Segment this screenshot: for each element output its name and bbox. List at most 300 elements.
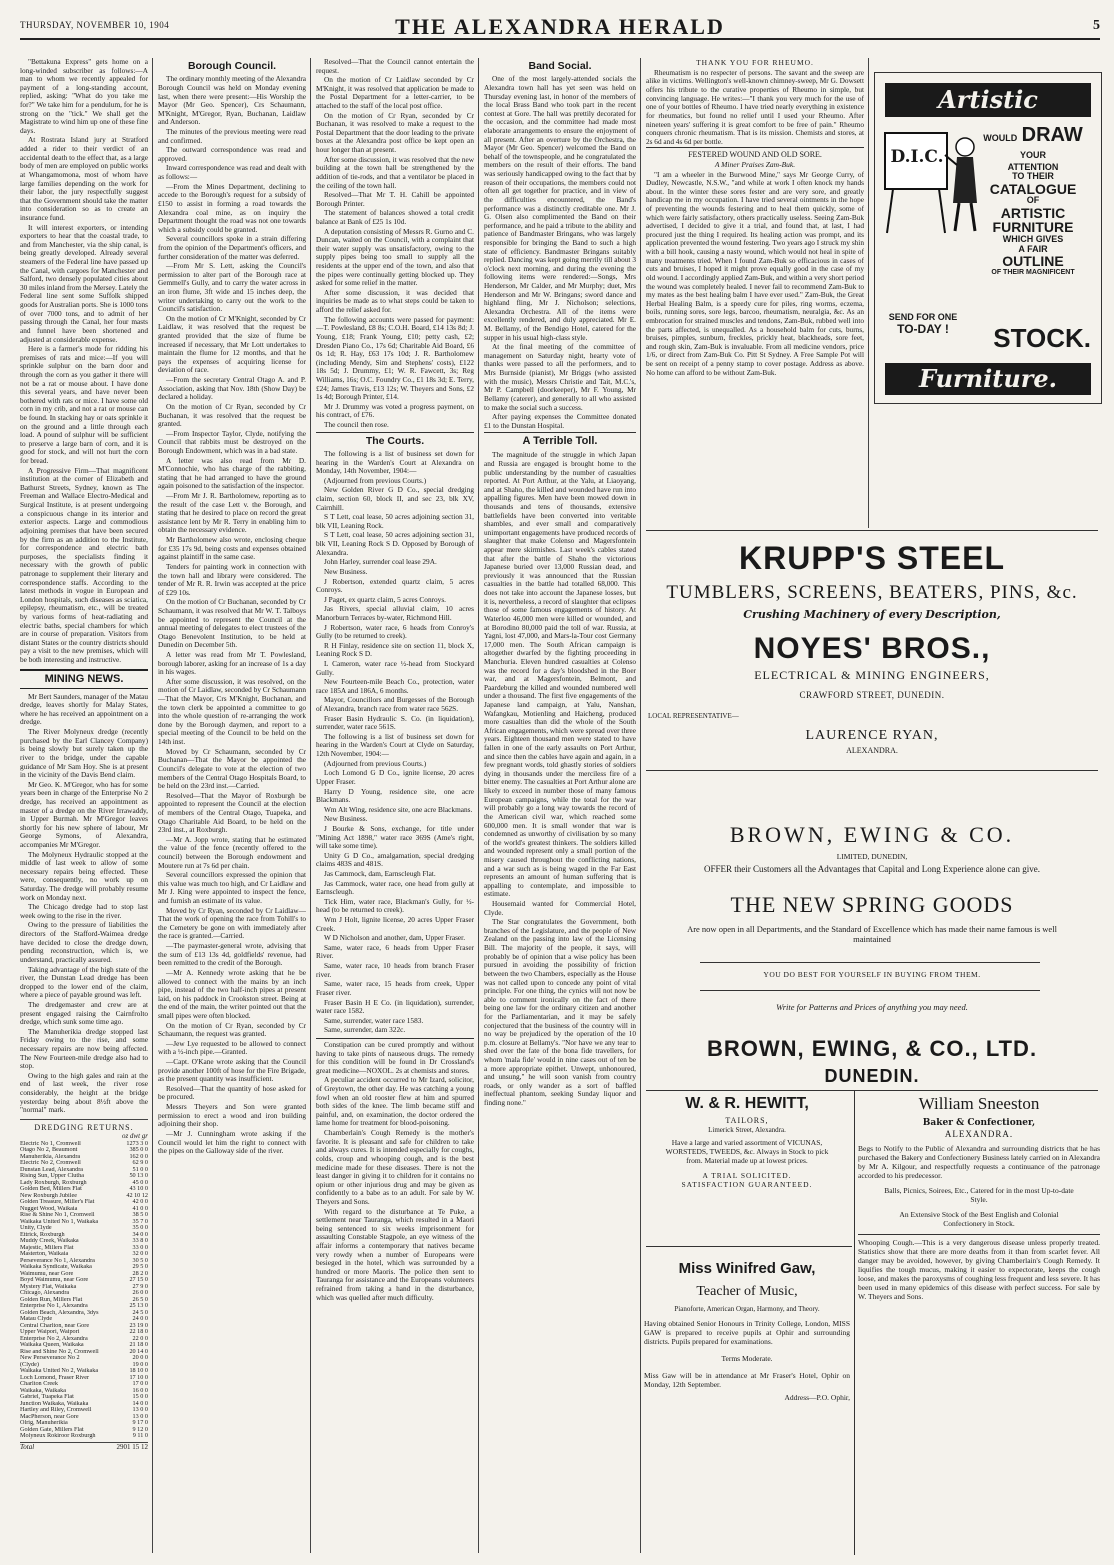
dredge-name-cell: Electric No 1, Cromwell — [20, 1140, 81, 1147]
send-for-one-text — [883, 313, 963, 336]
easel-icon — [883, 125, 983, 235]
dredge-name-cell: Olrig, Manuherikia — [20, 1420, 68, 1427]
brown-ewing-title: BROWN, EWING & CO. — [729, 822, 1015, 847]
dredge-return-cell: 26 0 0 — [132, 1290, 148, 1297]
gaw-subjects: Pianoforte, American Organ, Harmony, and Theory. — [674, 1304, 820, 1313]
article-paragraph: A letter was also read from Mr D. M'Connochie, who has charge of the rabbiting, stating that he had arranged to have the ground again poisoned to the satisfaction of the inspector. — [158, 455, 306, 491]
dredge-name-cell: Nugget Wood, Waikaia — [20, 1205, 78, 1212]
noyes-bros-title: NOYES' BROS., — [753, 632, 991, 665]
dic-logo: D.I.C. — [890, 147, 944, 167]
dredge-name-cell: Waimumu, near Gore — [20, 1270, 74, 1277]
your-text: YOUR — [1019, 150, 1046, 160]
article-paragraph: Chamberlain's Cough Remedy is the mother's favorite. It is pleasant and safe for children to take and always cures. It is intended especially for coughs, colds, croup and whooping cough, and is the best medicine made for these diseases. There is not the least danger in giving it to children for it contains no opium or other injurious drug and may be given as confidently to a babe as to an adult. For sale by W. Theyers and Sons. — [316, 1128, 474, 1206]
article-paragraph: On the motion of Cr Ryan, seconded by Cr Schaumann, the request was granted. — [158, 1020, 306, 1039]
dredge-name-cell: Golden Bed, Millers Flat — [20, 1186, 82, 1193]
borough-council-article — [158, 75, 306, 1155]
article-paragraph: —Jew Lye requested to be allowed to connect with a ½-inch pipe.—Granted. — [158, 1038, 306, 1057]
dredge-name-cell: Junction Waikaka, Waikaka — [20, 1400, 89, 1407]
engineers-text: ELECTRICAL & MINING ENGINEERS, — [754, 668, 990, 682]
dredging-returns-heading: DREDGING RETURNS. — [20, 1119, 148, 1132]
dredge-return-cell: 13 0 0 — [132, 1413, 148, 1420]
dredge-name-cell: Loch Lomond, Fraser River — [20, 1374, 90, 1381]
send-line-1: SEND FOR ONE — [888, 312, 958, 322]
dredge-name-cell: Enterprise No 2, Alexandra — [20, 1335, 88, 1342]
zambuk-subheading: A Miner Praises Zam-Buk. — [714, 159, 796, 169]
article-paragraph: Several councillors expressed the opinion that this value was much too high, and Cr Laidlaw and Mr J. King were appointed to inspect the fence, and furnish an estimate of its value. — [158, 870, 306, 906]
article-paragraph: On the motion of Cr M'Knight, seconded by Cr Laidlaw, it was resolved that the request be granted provided that the size of flume be increased if necessary, that Mr Lott undertakes to maintain the flume for 12 months, and that he pays the expenses of acquiring license for deviation of race. — [158, 313, 306, 375]
article-paragraph: S T Lett, coal lease, 50 acres adjoining section 31, blk VII, Leaning Rock. — [316, 512, 474, 530]
dredge-return-cell: 62 9 0 — [132, 1160, 148, 1167]
article-paragraph: A peculiar accident occurred to Mr Izard, solicitor, of Greytown, the other day. He was catching a young fowl when an old rooster flew at him and spurred both sides of the knee. The limb became stiff and painful, and, on examination, the doctor ordered the lame home for treatment for blood-poisoning. — [316, 1075, 474, 1128]
column-4 — [484, 58, 636, 1553]
masthead — [20, 14, 1100, 40]
gaw-address: Address—P.O. Ophir, — [784, 1393, 850, 1403]
dredge-name-cell: Golden Gate, Millers Flat — [20, 1426, 84, 1433]
article-paragraph: Tick Him, water race, Blackman's Gully, for ½-head (to be returned to creek). — [316, 896, 474, 915]
dredge-name-cell: New Roxburgh Jubilee — [20, 1192, 77, 1199]
column-2 — [158, 58, 306, 1553]
article-paragraph: The Chicago dredge had to stop last week owing to the rise in the river. — [20, 902, 148, 920]
dredge-name-cell: Electric No 2, Cromwell — [20, 1160, 81, 1167]
courts-article — [316, 450, 474, 1035]
column-rule — [478, 58, 479, 1553]
article-paragraph: Jas Cammock, water race, one head from gully at Earnscleugh. — [316, 878, 474, 897]
article-paragraph: The Molyneux Hydraulic stopped at the middle of last week to allow of some necessary repairs being effected. These were, consequently, no work up on Saturday. The dredge will probably resume work on Monday next. — [20, 849, 148, 902]
article-paragraph: —From the secretary Central Otago A. and P. Association, asking that Nov. 18th (Show Day) be declared a holiday. — [158, 375, 306, 402]
article-paragraph: Taking advantage of the high state of the river, the Dunstan Lead dredge has been dropped to the lower end of the claim, where a piece of payable ground was left. — [20, 964, 148, 1000]
article-paragraph: Several councillors spoke in a strain differing from the opinion of the Department's officers, and further consideration of the matter was deferred. — [158, 234, 306, 261]
article-paragraph: The dredgemaster and crew are at present engaged raising the Cairnfrolto dredge, which sunk some time ago. — [20, 999, 148, 1027]
article-paragraph: "Bettakuna Express" gets home on a long-winded subscriber as follows:—A man to whom we recently appealed for payment of a long-standing account, replied, asking: "What do you take me for?" We take him for a pendulum, for he is strong on the "tick." We shall get the Magistrate to wind him up one of these fine days. — [20, 58, 148, 135]
dredging-total-value: 2901 15 12 — [116, 1442, 148, 1451]
gaw-attendance: Miss Gaw will be in attendance at Mr Fraser's Hotel, Ophir on Monday, 12th September. — [644, 1371, 850, 1390]
article-paragraph: One of the most largely-attended socials the Alexandra town hall has yet seen was held on Thursday evening last, in honor of the members of the local Brass Band who took part in the recent contest at Gore. The hall was prettily decorated for the occasion, and the committee had made most elaborate arrangements to ensure the enjoyment of all present. After an overture by the Orchestra, the Mayor (Mr Geo. Spencer) welcomed the Band on behalf of the townspeople, and he congratulated the members on the result of their efforts. The band was seriously handicapped owing to the fact that by reason of their occupations, the members could not often all get together for practice, and in view of the difficulties encountered, the Band's performance was a distinctly creditable one. Mr J. G. Olsen also complimented the Band on their performance, and he paid a tribute to the ability and patience of Bandmaster Bringans, who was largely responsible for bringing the Band to such a high state of efficiency. Bandmaster Bringans suitably replied. Dancing was kept going merrily till about 3 o'clock next morning, and during the evening the following items were rendered:—Songs, Mrs Henderson, Mr Calder, and Mr Murphy; duet, Mrs Henderson and Mr W. Bringans; sword dance and highland fling, Mr J. Nicholson; selections, Alexandra Orchestra. All of the items were excellently rendered, and duly appreciated. Mr E. M. Bellamy, of the Bendigo Hotel, catered for the supper in his usual high-class style. — [484, 74, 636, 342]
article-paragraph: After paying expenses the Committee donated £1 to the Dunstan Hospital. — [484, 412, 636, 430]
article-paragraph: The council then rose. — [324, 419, 389, 429]
dredge-name-cell: Molyneux Rokiroor Roxburgh — [20, 1433, 96, 1440]
dredge-return-cell: 9 11 0 — [132, 1433, 148, 1440]
article-paragraph: Same, surrender, water race 1583. — [324, 1015, 424, 1025]
article-paragraph: On the motion of Cr Laidlaw seconded by Cr M'Knight, it was resolved that application be made to the Postal Department for a letter-carrier, to be attached to the staff of the local post office. — [316, 75, 474, 111]
new-spring-goods-title: THE NEW SPRING GOODS — [730, 892, 1014, 917]
article-paragraph: John Harley, surrender coal lease 29A. — [324, 557, 437, 567]
dredge-return-cell: 42 10 12 — [126, 1192, 148, 1199]
article-paragraph: On the motion of Cr Ryan, seconded by Cr Buchanan, it was resolved to make a request to the Postal Department that the door leading to the private boxes at the Alexandra post office be kept open an hour longer than at present. — [316, 110, 474, 155]
article-paragraph: New Golden River G D Co., special dredging claim, section 60, block II, and sec 23, blk XV, Cairnhill. — [316, 485, 474, 512]
article-paragraph: Unity G D Co., amalgamation, special dredging claims 483S and 481S. — [316, 850, 474, 869]
article-paragraph: —From Inspector Taylor, Clyde, notifying the Council that rabbits must be destroyed on the Borough Endowment, which was in a bad state. — [158, 428, 306, 455]
article-paragraph: Wm Alt Wing, residence site, one acre Blackmans. — [324, 804, 473, 814]
article-paragraph: Jas Cammock, dam, Earnscleugh Flat. — [324, 869, 436, 878]
dredge-return-cell: 17 10 0 — [129, 1374, 148, 1381]
dredge-name-cell: Lady Roxburgh, Roxburgh — [20, 1179, 87, 1186]
article-paragraph: Resolved—That the Council cannot entertain the request. — [316, 58, 474, 75]
krupp-items: TUMBLERS, SCREENS, BEATERS, PINS, &c. — [666, 582, 1078, 603]
would-text: WOULD — [983, 133, 1018, 143]
whooping-cough-notice: Whooping Cough.—This is a very dangerous disease unless properly treated. Statistics show that there are more deaths from it than from scarlet fever. All danger may be avoided, however, by giving Chamberlain's Cough Remedy. It liquifies the tough mucus, making it easier to expectorate, keeps the cough loose, and makes the paroxysms of coughing less frequent and less severe. It has been used in many epidemics of this disease with perfect success. For sale by W. Theyers and Sons. — [858, 1234, 1100, 1301]
dredge-name-cell: Boyd Waimumu, near Gore — [20, 1277, 89, 1284]
dredge-name-cell: MacPherson, near Gore — [20, 1413, 79, 1420]
dredge-name-cell: Muddy Creek, Waikaka — [20, 1238, 79, 1245]
advert-divider — [700, 962, 1040, 963]
hewitt-tailors-advert — [644, 1094, 850, 1189]
dredge-name-cell: Masterton, Waikaia — [20, 1251, 69, 1258]
article-paragraph: A Progressive Firm—That magnificent institution at the corner of Elizabeth and Bathurst Streets, Sydney, known as The Freeman and Wallace Electro-Medical and Surgical Institute, is at present undergoing a conspicuous change in its interior and exterior aspects. Large and commodious adjoining premises that have been secured by the firm as an addition to the Institute, for correspondence and electric bath purposes, the specialists finding it necessary with the growth of public patronage to supplement their literary and correspondence staffs. According to the latest methods in vogue in European and London hospitals, such diseases as sciatica, epilepsy, rheumatism, etc., will be treated by various forms of heat-radiating and electric baths, special chambers for which are in course of preparation. Visitors from distant States or the country districts should pay a visit to the new premises, which will be both interesting and instructive. — [20, 465, 148, 665]
advert-divider — [646, 1246, 852, 1247]
article-paragraph: Harry D Young, residence site, one acre Blackmans. — [316, 786, 474, 805]
article-paragraph: Resolved—That the Mayor of Roxburgh be appointed to represent the Council at the election of members of the Central Otago, Tuapeka, and Otago Charitable Aid Board, to be held on the 23rd inst., at Roxburgh. — [158, 790, 306, 835]
dredge-return-cell: 18 10 0 — [129, 1368, 148, 1375]
article-paragraph: Fraser Basin Hydraulic S. Co. (in liquidation), surrender, water race 561S. — [316, 713, 474, 732]
dredge-return-cell: 16 0 0 — [132, 1387, 148, 1394]
dredge-name-cell: Rise and Shine No 2, Cromwell — [20, 1348, 99, 1355]
zambuk-advert-text: "I am a wheeler in the Burwood Mine," says Mr George Curry, of Dudley, Newcastle, N.S.W., "and while at work I often knock my hands about. In the winter these sores fester and are very sore, and greatly handicap me in my occupation. I have tried several ointments in the hope of preventing the wounds festering and to heal them quickly, some of which were fairly satisfactory, others practically useless. Seeing Zam-Buk advertised, I decided to give it a trial, and found that, at last, I had procured just the thing I required. Its healing action was prompt, and its application prevented the wound festering. Two years ago I struck my shin with a bill hook, causing a nasty wound, which would not heal in spite of many treatments tried. When I found Zam-Buk so efficacious in cases of cuts and bruises, I hoped it might prove equally good in the case of my old wound. I accordingly applied Zam-Buk, and within a very short period the wound was completely healed. I never fail to recommend Zam-Buk to my mates as the best healing balm I have ever used." Zam-Buk, the Great Herbal Healing Balm, is a speedy cure for piles, ring worms, eczema, boils, running sores, sore legs, barcoo, rheumatism, neuralgia, &c. As an embrocation for strained muscles and tendons, Zam-Buk, rubbed well into the parts affected, is unequalled. As a household balm for cuts, burns, bruises, pimples, sunburn, freckles, prickly heat, blackheads, sore feet, and rough skin, Zam-Buk is invaluable. From all medicine vendors, price 1/6, or direct from Zam-Buk Co. Pitt St Sydney. A Free Sample Pot will be sent on receipt of a penny stamp to cover postage. Address as above. No home can afford to be without Zam-Buk. — [646, 169, 864, 377]
column-3 — [316, 58, 474, 1553]
article-paragraph: R H Finlay, residence site on section 11, block X, Leaning Rock S D. — [316, 640, 474, 659]
borough-council-heading: Borough Council. — [187, 60, 277, 72]
column-1 — [20, 58, 148, 1553]
article-paragraph: A deputation consisting of Messrs R. Gurno and C. Duncan, waited on the Council, with a complaint that their water supply was unsatisfactory, owing to the supply pipes being too small to supply all the residents at the upper end of the town, and also that the pipes were continually getting blocked up. They asked for some relief in the matter. — [316, 226, 474, 288]
article-paragraph: Loch Lomond G D Co., ignite license, 20 acres Upper Fraser. — [316, 768, 474, 786]
dredge-return-cell: 30 5 0 — [132, 1257, 148, 1264]
dredge-name-cell: Upper Waipori, Waipori — [20, 1329, 80, 1336]
gaw-music-advert — [644, 1260, 850, 1402]
band-social-heading: Band Social. — [528, 60, 592, 72]
article-paragraph: Mr Bert Saunders, manager of the Matau dredge, leaves shortly for Malay States, where he has received an appointment on a dredge. — [20, 691, 148, 727]
article-paragraph: Mayor, Councillors and Burgesses of the Borough of Alexandra, branch race from water race 562S. — [316, 695, 474, 714]
article-paragraph: —The paymaster-general wrote, advising that the sum of £13 13s 4d, goldfields' revenue, had been remitted to the credit of the Borough. — [158, 941, 306, 968]
article-paragraph: Here is a farmer's mode for ridding his premises of rats and mice:—If you will sprinkle sulphur on the barn door and through the corn as you gather it there will not be a rat or mouse about. I have done this several years, and have never been bothered with rats or mice. I have some old corn in my crib, and not a rat or mouse can be found. In stacking hay or oats sprinkle it on the ground and a little through each load. A pound of sulphur will be sufficient to preserve a large barn of corn, and it is good for stock, and will not hurt the corn for bread. — [20, 344, 148, 466]
article-paragraph: Same, water race, 15 heads from creek, Upper Fraser river. — [316, 979, 474, 997]
article-paragraph: Jas Rivers, special alluvial claim, 10 acres Manorburn Terraces by-water, Richmond Hill. — [316, 604, 474, 622]
article-paragraph: The Manuherikia dredge stopped last Friday owing to the rise, and some necessary repairs are now being affected. The New Fourteen-mile dredge also had to stop. — [20, 1026, 148, 1071]
hewitt-trial: A TRIAL SOLICITED. — [702, 1171, 792, 1181]
dredge-return-cell: 41 0 0 — [132, 1205, 148, 1212]
hewitt-body: Have a large and varied assortment of VICUNAS, WORSTEDS, TWEEDS, &c. Always in Stock to pick from. Material made up at lowest prices. — [665, 1138, 829, 1166]
dredge-name-cell: Charlton Creek — [20, 1381, 58, 1388]
draw-text: DRAW — [1021, 124, 1083, 146]
dredging-total-row — [20, 1442, 148, 1451]
sneeston-name: William Sneeston — [918, 1094, 1040, 1113]
dredge-name-cell: Waikaka United No 1, Waikaka — [20, 1218, 99, 1225]
dredge-return-cell: 1273 3 0 — [126, 1140, 148, 1147]
article-paragraph: (Adjourned from previous Courts.) — [324, 475, 427, 485]
article-paragraph: Mr J. Drummy was voted a progress payment, on his contract, of £76. — [316, 401, 474, 420]
article-paragraph: Tenders for painting work in connection with the town hall and library were considered. The tender of Mr R. R. Irwin was accepted at the price of £29 10s. — [158, 561, 306, 597]
mining-news-heading: MINING NEWS. — [20, 669, 148, 689]
article-paragraph: Same, water race, 6 heads from Upper Fraser River. — [316, 942, 474, 961]
article-paragraph: The River Molyneux dredge (recently purchased by the Earl Clancey Company) is being slowly but surely taken up the river to the bridge, under the capable guidance of Mr Sam Hoy. She is at present in the vicinity of the Davis Bend claim. — [20, 727, 148, 780]
article-paragraph: —Mr A. Kennedy wrote asking that he be allowed to connect with the mains by an inch pipe, instead of the two half-inch pipes at present laid, on his paddock in Crookston street. Being at the end of the main, the writer pointed out that the small pipes were often blocked. — [158, 967, 306, 1020]
article-paragraph: With regard to the disturbance at Te Puke, a settlement near Tauranga, which resulted in a Maori being sentenced to six weeks imprisonment for assaulting Constable Stagpole, an eye witness of the affair informs a contemporary that natives became very rowdy when a number of Europeans were besieged in the hotel, which was surrounded by a hundred or more Maoris. The police then sent to Tauranga for assistance and the Europeans volunteers refrained from taking a hand in the disturbance, which was quelled after much difficulty. — [316, 1206, 474, 1302]
article-paragraph: New Business. — [324, 814, 368, 824]
article-paragraph: A letter was read from Mr T. Powlesland, borough laborer, asking for an increase of 1s a day in his wages. — [158, 649, 306, 677]
article-paragraph: Mr Geo. K. M'Gregor, who has for some years been in charge of the Enterprise No 2 dredge, has received an appointment as master of a dredge on the River Irrawaddy, in Upper Burmah. Mr M'Gregor leaves shortly for his new sphere of labour, Mr George Symons, of Alexandra, accompanies Mr M'Gregor. — [20, 779, 148, 849]
sneeston-town: ALEXANDRA. — [944, 1129, 1014, 1140]
article-paragraph: After some discussion, it was decided that inquiries be made as to what steps could be taken to afford the relief asked for. — [316, 287, 474, 315]
dredge-return-cell: 42 0 0 — [132, 1199, 148, 1206]
outline-text: OUTLINE — [1002, 253, 1064, 270]
article-paragraph: At Rostrata Island jury at Stratford added a rider to their verdict of an accidental death to the effect that, as a large body of men are employed on public works at Whangamomona, most of whom have large families depending on the work for their labor, the jury respectfully suggest that the Government should take the matter into consideration so as to create an insurance fund. — [20, 135, 148, 222]
sneeston-catering: Balls, Picnics, Soirees, Etc., Catered for in the most Up-to-date Style. — [884, 1185, 1074, 1204]
which-gives-text: WHICH GIVES — [1002, 234, 1064, 245]
article-paragraph: On the motion of Cr Buchanan, seconded by Cr Schaumann, it was resolved that Mr W. T. Talboys be appointed to represent the Council at the annual meeting of delegates to elect trustees of the Otago Benevolent Institution, to be held at Dunedin on December 5th. — [158, 597, 306, 650]
hewitt-trade: TAILORS, — [725, 1116, 769, 1126]
dredge-return-cell: 35 7 0 — [132, 1218, 148, 1225]
dredge-return-cell: 22 18 0 — [129, 1329, 148, 1336]
dredge-return-cell: 23 19 0 — [129, 1322, 148, 1329]
article-paragraph: —From Mr J. R. Bartholomew, reporting as to the result of the case Lett v. the Borough, and stating that he desired to place on record the great assistance lent by Mr R. Terry in enabling him to obtain the necessary evidence. — [158, 491, 306, 535]
crawford-street-text: CRAWFORD STREET, DUNEDIN. — [799, 690, 945, 700]
artistic-banner: Artistic — [885, 83, 1091, 117]
dredge-return-cell: 20 14 0 — [129, 1348, 148, 1355]
furniture-text: FURNITURE — [992, 219, 1074, 236]
article-paragraph: Inward correspondence was read and dealt with as follows:— — [158, 163, 306, 182]
gaw-body: Having obtained Senior Honours in Trinity College, London, MISS GAW is prepared to receive pupils at Ophir and surrounding districts. Pupils prepared for examinations. — [644, 1319, 850, 1347]
dredge-return-cell: 13 0 0 — [132, 1407, 148, 1414]
of-text: OF — [1026, 195, 1040, 206]
article-paragraph: Housemaid wanted for Commercial Hotel, Clyde. — [484, 899, 636, 917]
spring-goods-text: Are now open in all Departments, and the Standard of Excellence which has made their name famous is well maintained — [687, 924, 1057, 945]
article-paragraph: At the final meeting of the committee of management on Saturday night, hearty vote of thanks were passed to all the performers, and to Mrs Burnside (pianist), Mr Briggs (who assisted with the music), Messrs Christie and Tait, M.C.'s, Mr P. Campbell (doorkeeper), Mr F. Young, Mr Bellamy (caterer), and generally to all who assisted to make the social such a success. — [484, 342, 636, 412]
dredge-return-cell: 50 13 0 — [129, 1173, 148, 1180]
dredge-name-cell: Otago No 2, Beaumont — [20, 1147, 78, 1154]
dredge-name-cell: Rising Sun, Upper Clutha — [20, 1173, 84, 1180]
brown-ewing-ltd-title: BROWN, EWING, & CO., LTD. — [706, 1036, 1038, 1061]
dredge-return-cell: 15 0 0 — [132, 1394, 148, 1401]
miscellany-section — [20, 58, 148, 665]
local-representative-label: LOCAL REPRESENTATIVE— — [648, 712, 739, 720]
article-paragraph: Same, surrender, dam 322c. — [324, 1025, 406, 1035]
dredge-return-cell: 21 18 0 — [129, 1342, 148, 1349]
article-paragraph: Mr Bartholomew also wrote, enclosing cheque for £35 17s 9d, being costs and expenses obtained against plaintiff in the same case. — [158, 535, 306, 562]
dredge-return-cell: 24 0 0 — [132, 1316, 148, 1323]
council-continued-article — [316, 58, 474, 430]
representative-town: ALEXANDRA. — [846, 746, 898, 755]
dredge-return-cell: 9 12 0 — [132, 1426, 148, 1433]
article-paragraph: Resolved—That the quantity of hose asked for be procured. — [158, 1083, 306, 1102]
dredge-return-cell: 33 0 0 — [132, 1244, 148, 1251]
article-paragraph: J Robertson, water race, 6 heads from Conroy's Gully (to be returned to creek). — [316, 622, 474, 641]
article-paragraph: The following accounts were passed for payment:—T. Powlesland, £8 8s; C.O.H. Board, £14 13s 8d; J. Young, £18; Frank Young, £10; petty cash, £2; Dresden Piano Co., 17s 6d; Charitable Aid Board, £6 0s 1d; R. Hay, £63 17s 10d; J. R. Bartholomew (including Mendy, Sim and Stephens' costs), £122 18s 5d; J. Drummy, £1; W. R. Fawcett, 3s; Reg Williams, 16s; O.C. Foundry Co., £1 18s 3d; E. Terry, £24; James Travis, £13 12s; W. Theyers and Sons, £2 1s 4d; Borough Printer, £14. — [316, 314, 474, 402]
dredge-name-cell: Mystery Flat, Waikaka — [20, 1283, 77, 1290]
dredging-units: oz dwt gr — [121, 1132, 148, 1141]
rheumo-advert-text: Rheumatism is no respecter of persons. The savant and the sweep are alike in victims. Wellington's well-known chimney-sweep, Mr G. Dowsett offers his tribute to the curative properties of Rheumo in simple, but convincing language. He writes:—"I thank you very much for the use of one of your bottles of Rheumo. I have tried nearly everything in existence for rheumatics, but found no relief until I used your Rheumo. After nineteen years' suffering it is great comfort to be free of pain." Rheumo conquers chronic rheumatism. That is its mission. Chemists and stores, at 2s 6d and 4s 6d per bottle. — [646, 67, 864, 146]
article-paragraph: The following is a list of business set down for hearing in the Warden's Court at Clyde on Saturday, 12th November, 1904:— — [316, 731, 474, 759]
dredge-return-cell: 22 0 0 — [132, 1335, 148, 1342]
article-paragraph: The ordinary monthly meeting of the Alexandra Borough Council was held on Monday evening last, when there were present:—His Worship the Mayor (Mr Geo. Spencer), Crs Schaumann, M'Knight, M'Gregor, Ryan, Buchanan, Laidlaw and Anderson. — [158, 74, 306, 127]
gaw-terms: Terms Moderate. — [721, 1354, 773, 1364]
dredge-name-cell: Waikaka Syndicate, Waikaka — [20, 1264, 92, 1271]
hewitt-satisfaction: SATISFACTION GUARANTEED. — [681, 1180, 813, 1190]
mining-news-section — [20, 693, 148, 1115]
dredge-return-cell: 51 0 0 — [132, 1166, 148, 1173]
dredge-name-cell: Hartley and Riley, Cromwell — [20, 1407, 92, 1414]
dredge-name-cell: Unity, Clyde — [20, 1225, 52, 1232]
catalogue-text: CATALOGUE — [989, 180, 1077, 197]
article-paragraph: —Mr A. Jopp wrote, stating that he estimated the value of the fence (recently offered to the council) between the Borough endowment and Moutere run at 7s 6d per chain. — [158, 834, 306, 870]
dunedin-text: DUNEDIN. — [824, 1066, 920, 1086]
article-paragraph: After some discussion, it was resolved, on the motion of Cr Laidlaw, seconded by Cr Schaumann—That the Mayor, Crs M'Knight, Buchanan, and the town clerk be appointed a committee to go into the whole question of re-arranging the work done by the Borough daymen, and report to a special meeting of the Council to be held on the 14th inst. — [158, 676, 306, 747]
sneeston-body: Begs to Notify to the Public of Alexandra and surrounding districts that he has purchased the Bakery and Confectionery Business lately carried on in Alexandra by Mr A. Kilgour, and respectfully requests a continuance of the patronage accorded to his predecessor. — [858, 1143, 1101, 1180]
dredge-name-cell: Waikaka, Waikaka — [20, 1387, 66, 1394]
advert-divider — [646, 770, 1098, 771]
dredge-name-cell: Golden Beach, Alexandra, 3dys — [20, 1309, 99, 1316]
stock-text: STOCK. — [993, 323, 1091, 353]
dredge-name-cell: Golden Run, Millers Flat — [20, 1296, 83, 1303]
dredge-name-cell: Ettrick, Roxburgh — [20, 1231, 65, 1238]
dredge-name-cell: Gabriel, Tuapeka Flat — [20, 1394, 74, 1401]
write-for-patterns-text: Write for Patterns and Prices of anything you may need. — [776, 1002, 968, 1012]
furniture-banner: Furniture. — [885, 363, 1091, 395]
article-paragraph: L Cameron, water race ½-head from Stockyard Gully. — [316, 658, 474, 677]
article-paragraph: The minutes of the previous meeting were read and confirmed. — [158, 127, 306, 145]
article-paragraph: Resolved—That Mr T. H. Cahill be appointed Borough Printer. — [316, 190, 474, 208]
dredge-return-cell: 27 15 0 — [129, 1277, 148, 1284]
dredge-return-cell: 32 0 0 — [132, 1251, 148, 1258]
artistic-advert-text — [973, 125, 1093, 276]
band-social-article — [484, 75, 636, 430]
laurence-ryan-name: LAURENCE RYAN, — [805, 728, 939, 743]
article-paragraph: —From Mr S. Lett, asking the Council's permission to alter part of the Borough race at Gemmell's Gully, and to carry the water across in an iron flume, 3ft wide and 15 inches deep, the writer undertaking to carry out the work to the Council's satisfaction. — [158, 261, 306, 314]
dredge-name-cell: Waikaka Queen, Waikaka — [20, 1342, 84, 1349]
article-paragraph: —Mr J. Cunningham wrote asking if the Council would let him the right to connect with the pipes on the Galloway side of the river. — [158, 1128, 306, 1156]
newspaper-title: THE ALEXANDRA HERALD — [395, 14, 725, 39]
dredge-return-cell: 28 2 0 — [132, 1270, 148, 1277]
dredge-return-cell: 43 10 0 — [129, 1186, 148, 1193]
sneeston-stock: An Extensive Stock of the Best English and Colonial Confectionery in Stock. — [899, 1209, 1059, 1228]
article-paragraph: Wm J Holt, lignite license, 20 acres Upper Fraser Creek. — [316, 915, 474, 933]
column-rule — [640, 58, 641, 1553]
article-paragraph: The outward correspondence was read and approved. — [158, 145, 306, 163]
dredge-return-cell: 26 5 0 — [132, 1296, 148, 1303]
article-paragraph: The statement of balances showed a total credit balance at Bank of £25 1s 10d. — [316, 208, 474, 226]
dredge-name-cell: Central Charlton, near Gore — [20, 1322, 90, 1329]
article-paragraph: Moved by Cr Ryan, seconded by Cr Laidlaw—That the work of opening the race from Tohill's to the Cemetery be gone on with immediately after the race is granted.—Carried. — [158, 905, 306, 941]
article-paragraph: The magnitude of the struggle in which Japan and Russia are engaged is brought home to the public understanding by the number of casualties reported. At Port Arthur, at the Yalu, at Liaoyang, and at Shaho, the killed and wounded have run into appalling figures. Men have been mowed down in thousands and tens of thousands, extensive battlefields have been converted into veritable shambles, and ever small and comparatively unimportant engagements have produced records of slaughter that make Colenso and Magersfontein appear mere skirmishes. Last week's cables stated that after the battle of Shaho the victorious Japanese buried over 13,000 Russian dead, and previously it was announced that the Russian casualties in the battle had totalled 68,000. This does not take into account the Japanese losses, but it is, nevertheless, a record of slaughter that eclipses those of some famous engagements of history. At Waterloo 46,000 men were killed or wounded, and at Borodino 80,000 paid the toll of war. Russia, at Yagni, lost 47,000, and Mars-la-Tour cost Germany 17,000 men. The South African campaign is altogether dwarfed by the fighting proceeding in Manchuria. Eleven hundred casualties at Colenso was the record for a day's bloodshed in the Boer war, and at Magersfontein, Belmont, and Paardeburg the killed and wounded numbered well under a thousand. The first five engagements of the Japanese land campaign, at Yalu, Nanshan, Wafangkau, Motienling and Haicheng, produced more casualties than did the whole of the South African engagements, which were spread over three years. Eighteen thousand men were stated to have fallen in one of the early assaults on Port Arthur, and since then the cables have again and again, in a few pregnant words, told ghastly stories of soldiers dying in thousands under the merciless fire of a bitter enemy. The casualties at Port Arthur alone are likely to exceed in number those of many famous European campaigns, while the total for the war will probably go a long way towards the record of the American civil war, which reached some 600,000 men. It is small wonder that war is condemned as unworthy of civilisation by so many of the world's greatest thinkers. The soldiers killed and wounded represent only a small portion of the misery caused throughout the conflicting nations, and a war such as is being waged in the Far East represents an amount of human suffering that is appalling to contemplate, and impossible to estimate. — [484, 450, 636, 899]
article-paragraph: —Capt. O'Kane wrote asking that the Council provide another 100ft of hose for the Fire Brigade, as the present quantity was insufficient. — [158, 1057, 306, 1084]
article-paragraph: J Robertson, extended quartz claim, 5 acres Conroys. — [316, 576, 474, 595]
dredge-return-cell: 24 5 0 — [132, 1309, 148, 1316]
dredging-returns-table — [20, 1141, 148, 1440]
dredge-return-cell: 34 0 0 — [132, 1231, 148, 1238]
dredge-name-cell: Perseverance No 1, Alexandra — [20, 1257, 95, 1264]
brown-ewing-limited: LIMITED, DUNEDIN, — [836, 852, 908, 861]
advert-divider — [854, 1090, 855, 1555]
advert-divider — [646, 1090, 1098, 1091]
article-paragraph: The Star congratulates the Government, both branches of the Legislature, and the people of New Zealand on the passing into law of the Licensing Bill. The majority of the people, it says, will probably be of opinion that a wise policy has been pursued in avoiding the possibility of friction between the two Chambers, especially as the House was not called upon to concede any point of vital principle. For one thing, the cynics will not now be able to comment ironically on the fact of there being one law for the ordinary citizen and another for the Parliamentarian, and it may be safely conjectured that the business of the country will in no way be prejudiced by the operation of the 10 p.m. closure at Bellamy's. "Nor have we any tear to shed over the fate of the bona fide travellers, for whom 'mala fide' would in nine cases out of ten be a more appropriate epithet. Unwept, unhonoured, and unsung," he will soon vanish from country roads, or only wander as a sort of baffled ineffectual phantom, seeking Sunday liquor and finding none." — [484, 917, 636, 1108]
dredge-return-cell: 162 0 0 — [129, 1153, 148, 1160]
terrible-toll-heading: A Terrible Toll. — [484, 432, 636, 448]
dredge-return-cell: 35 0 0 — [132, 1225, 148, 1232]
dredge-name-cell: Waikaka United No 2, Waikaka — [20, 1368, 99, 1375]
article-paragraph: New Fourteen-mile Beach Co., protection, water race 185A and 186A, 6 months. — [316, 677, 474, 695]
attention-text: ATTENTION — [1007, 161, 1059, 172]
article-paragraph: Moved by Cr Schaumann, seconded by Cr Buchanan—That the Mayor be appointed the Council's delegate to vote at the election of two members of the Central Otago Hospitals Board, to be held on the 23rd inst.—Carried. — [158, 746, 306, 791]
column-rule — [310, 58, 311, 1553]
hewitt-address: Limerick Street, Alexandra. — [708, 1125, 786, 1134]
artistic-text: ARTISTIC — [1000, 204, 1066, 221]
sneeston-trade: Baker & Confectioner, — [922, 1118, 1036, 1129]
dredge-return-cell: 9 17 0 — [132, 1420, 148, 1427]
table-row — [20, 1433, 148, 1440]
brown-ewing-offer: OFFER their Customers all the Advantages that Capital and Long Experience alone can give. — [704, 864, 1040, 874]
dredge-name-cell: Golden Treasure, Miller's Flat — [20, 1199, 95, 1206]
artist-easel-illustration — [883, 125, 983, 235]
dredge-name-cell: Matau Clyde — [20, 1316, 53, 1323]
sneeston-bakery-advert — [858, 1094, 1100, 1301]
the-courts-heading: The Courts. — [316, 432, 474, 447]
article-paragraph: On the motion of Cr Ryan, seconded by Cr Buchanan, it was resolved that the request be granted. — [158, 401, 306, 429]
article-paragraph: (Adjourned from previous Courts.) — [324, 758, 427, 768]
dredge-return-cell: 27 9 0 — [132, 1283, 148, 1290]
dredge-return-cell: 385 0 0 — [129, 1147, 148, 1154]
rheumo-heading: THANK YOU FOR RHEUMO. — [696, 58, 814, 67]
column-rule — [868, 58, 869, 528]
dredge-return-cell: 45 0 0 — [132, 1179, 148, 1186]
article-paragraph: Constipation can be cured promptly and without having to take pints of nauseous drugs. The remedy for this condition will be found in Dr Crossland's great medicine—NOXOL. 2s at chemists and stores. — [316, 1039, 474, 1075]
hewitt-name: W. & R. HEWITT, — [685, 1095, 809, 1112]
to-their-text: TO THEIR — [1012, 171, 1054, 182]
article-paragraph: S T Lett, coal lease, 50 acres adjoining section 31, blk VII, Leaning Rock S D. Opposed by Borough of Alexandra. — [316, 530, 474, 557]
dredge-name-cell: Enterprise No 1, Alexandra — [20, 1303, 88, 1310]
article-paragraph: Owing to the high gales and rain at the end of last week, the river rose considerably, the height at the bridge yesterday being about 8½ft above the "normal" mark. — [20, 1070, 148, 1115]
terrible-toll-article — [484, 451, 636, 1107]
send-line-2: TO-DAY ! — [897, 321, 949, 336]
article-paragraph: New Business. — [324, 566, 368, 576]
dredge-return-cell: 19 0 0 — [132, 1361, 148, 1368]
dredge-name-cell: Majestic, Millers Flat — [20, 1244, 74, 1251]
crushing-machinery-text: Crushing Machinery of every Description, — [743, 608, 1001, 621]
dredge-return-cell: 17 0 0 — [132, 1381, 148, 1388]
krupp-steel-title: KRUPP'S STEEL — [739, 540, 1005, 576]
article-paragraph: Same, water race, 10 heads from branch Fraser river. — [316, 961, 474, 979]
article-paragraph: The following is a list of business set down for hearing in the Warden's Court at Alexandra on Monday, 14th November, 1904:— — [316, 448, 474, 476]
dredge-name-cell: Rise & Shine No 1, Cromwell — [20, 1212, 95, 1219]
column-rule — [152, 58, 153, 1553]
dredge-return-cell: 29 5 0 — [132, 1264, 148, 1271]
article-paragraph: Messrs Theyers and Son were granted permission to erect a wood and iron building adjoining their shop. — [158, 1102, 306, 1129]
dredge-name-cell: Manuherikia, Alexandra — [20, 1153, 81, 1160]
article-paragraph: It will interest exporters, or intending exporters to hear that the coastal trade, to and from Manchester, via the ship canal, is being greatly developed. Already several steamers of the Federal line have passed up the Canal, with cargoes for Manchester and Salford, two densely populated cities about 30 miles inland from the Mersey. Lately the Federal line sent some Suffolk shipped goods for Australian ports. She is 1000 tons of over 7000 tons, and to admit of her passing through the Canal, her four masts and funnel have been shortened and adjusted at considerable expense. — [20, 222, 148, 344]
dredge-return-cell: 14 0 0 — [132, 1400, 148, 1407]
magnificent-text: OF THEIR MAGNIFICENT — [991, 268, 1075, 276]
article-paragraph: Fraser Basin H E Co. (in liquidation), surrender, water race 1582. — [316, 997, 474, 1016]
gaw-name: Miss Winifred Gaw, — [678, 1260, 816, 1277]
gaw-title: Teacher of Music, — [696, 1284, 798, 1299]
page-number: 5 — [1093, 18, 1100, 33]
advert-divider — [700, 990, 1040, 991]
dredging-total-label: Total — [20, 1442, 35, 1451]
article-paragraph: —From the Mines Department, declining to accede to the Borough's request for a subsidy of £150 to assist in forming a road towards the Alexandra coal mine, as on inquiry the Department thought the road was not one towards which a subsidy could be granted. — [158, 181, 306, 234]
dredge-name-cell: (Clyde) — [20, 1361, 39, 1368]
dic-furniture-advert — [874, 72, 1102, 404]
article-paragraph: J Paget, ex quartz claim, 5 acres Conroys. — [324, 594, 446, 604]
advert-divider — [646, 530, 1098, 531]
article-paragraph: J Bourke & Sons, exchange, for title under "Mining Act 1898," water race 369S (Ame's right, will take some time). — [316, 823, 474, 851]
dredge-return-cell: 20 0 0 — [132, 1355, 148, 1362]
issue-date: THURSDAY, NOVEMBER 10, 1904 — [20, 20, 170, 30]
do-best-text: YOU DO BEST FOR YOURSELF IN BUYING FROM THEM. — [763, 970, 981, 979]
miscellany-section — [316, 1038, 474, 1302]
dredge-return-cell: 38 5 0 — [132, 1212, 148, 1219]
dredge-return-cell: 33 8 0 — [132, 1238, 148, 1245]
article-paragraph: After some discussion, it was resolved that the new building at the town hall be strengthened by the addition of tie-rods, and that a ventilator be placed in the ceiling of the town hall. — [316, 154, 474, 190]
a-fair-text: A FAIR — [1018, 243, 1048, 254]
article-paragraph: W D Nicholson and another, dam, Upper Fraser. — [324, 933, 466, 943]
article-paragraph: Owing to the pressure of liabilities the directors of the Stafford-Waimea dredge have decided to close the dredge down, pending reconstruction, which is, we understand, practically assured. — [20, 920, 148, 964]
zambuk-heading: FESTERED WOUND AND OLD SORE. — [646, 147, 864, 159]
